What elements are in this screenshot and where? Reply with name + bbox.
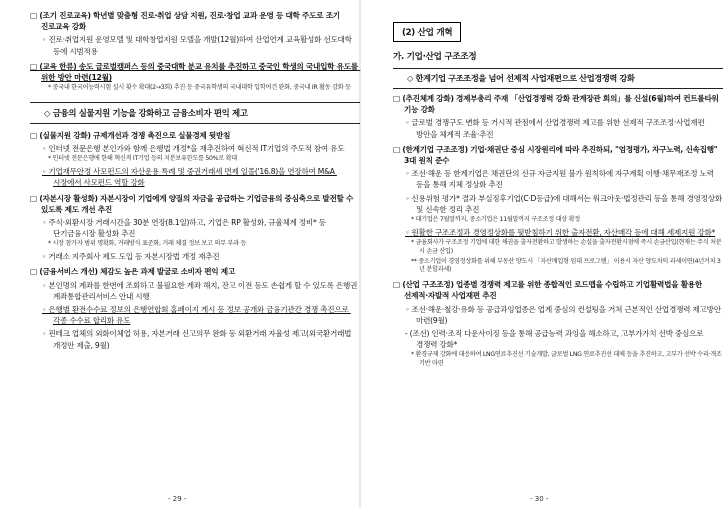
footnote: * 중국내 한국어능력시험 실시 횟수 확대(2→3회) 추진 등 중국유학생의 국내대학 입학여건 완화, 중국내 IR 활동 강화 등 [48, 84, 351, 92]
page-30 [393, 6, 723, 502]
chapter-subheading: 가. 기업·산업 구조조정 [393, 52, 477, 62]
paragraph-box-bullet: □ (자본시장 활성화) 자본시장이 기업에게 양질의 자금을 공급하는 기업금융의 중심축으로 발전할 수 있도록 제도 개선 추진 [30, 193, 356, 214]
paragraph-sub-bullet: ◦ 본인명의 계좌를 한번에 조회하고 불필요한 계좌 해지, 잔고 이전 등도 손쉽게 할 수 있도록 은행권 계좌통합관리서비스 안내 시행 [42, 280, 360, 301]
paragraph-sub-bullet: ◦ 인터넷 전문은행 본인가와 함께 은행법 개정*을 재추진하여 혁신적 IT기업의 주도적 참여 유도 [42, 144, 345, 154]
paragraph-sub-bullet: ◦ 거래소 지주회사 제도 도입 등 자본시장법 개정 재추진 [42, 252, 220, 262]
paragraph-sub-bullet: ◦ 조선·해운·철강·유화 등 공급과잉업종은 업계 중심의 컨설팅을 거쳐 근본적인 산업경쟁력 제고방안 마련(9월) [405, 304, 723, 325]
paragraph-sub-bullet: ◦ 은행별 환전수수료 정보의 은행연합회 홈페이지 게시 등 정보 공개와 금융기관간 경쟁 촉진으로 각종 수수료 합리화 유도 [42, 305, 351, 326]
paragraph-box-bullet: □ (조기 진로교육) 학년별 맞춤형 진로·취업 상담 지원, 진로·창업 교과 운영 등 대학 주도로 조기 진로교육 강화 [30, 11, 343, 32]
footnote: * 금융회사가 구조조정 기업에 대한 채권을 출자전환하고 발생하는 손실을 출자전환시점에 즉시 손금산입(현재는 주식 처분시 손금 산입) [411, 239, 722, 255]
paragraph-sub-bullet: ◦ 핀테크 업체의 외화이체업 허용, 자본거래 신고의무 완화 등 외환거래 자율성 제고(외국환거래법 개정안 제출, 9월) [42, 329, 354, 350]
paragraph-sub-bullet: ◦ 기업재무안정 사모펀드의 자산운용 특례 및 중권거래세 면제 일몰('16.8)을 연장하여 M&A 시장에서 사모펀드 역할 강화 [42, 167, 337, 188]
paragraph-box-bullet: □ (한계기업 구조조정) 기업·채권단 중심 시장원리에 따라 추진하되, "엄정평가, 자구노력, 신속집행" 3대 원칙 준수 [393, 144, 720, 166]
paragraph-sub-bullet: ◦ 신용위험 평가* 결과 부실징후기업(C·D등급)에 대해서는 워크아웃·법정관리 등을 통해 경영정상화 및 신속한 정리 추진 [405, 193, 722, 214]
paragraph-box-bullet: □ (교육 한류) 송도 글로벌캠퍼스 등의 중국대학 분교 유치를 추진하고 중국인 학생의 국내입학 유도를 위한 방안 마련(12월) [30, 61, 361, 83]
paragraph-sub-bullet: ◦ 원활한 구조조정과 경영정상화를 뒷받침하기 위한 출자전환, 자산매각 등에 대해 세제지원 강화* [405, 227, 716, 237]
paragraph-box-bullet: □ (실물지원 강화) 규제개선과 경쟁 촉진으로 실물경제 뒷받침 [30, 131, 231, 141]
paragraph-box-bullet: □ (추진체계 강화) 경제부총리 주재 「산업경쟁력 강화 관계장관 회의」를 신설(6월)하여 컨트롤타워 기능 강화 [393, 94, 722, 115]
paragraph-sub-bullet: ◦ 글로벌 경쟁구도 변화 등 거시적 관점에서 산업경쟁력 제고를 위한 선제적 구조조정·사업재편 방안을 체계적 조율·추진 [405, 118, 707, 139]
paragraph-box-bullet: □ (산업 구조조정) 업종별 경쟁력 제고를 위한 종합적인 로드맵을 수립하고 기업활력법을 활용한 선제적·자발적 사업재편 추진 [393, 280, 705, 301]
footnote: * 인터넷 전문은행에 한해 혁신적 IT기업 등의 지분보유한도를 50%로 확대 [48, 155, 237, 163]
paragraph-sub-bullet: ◦ 주식·외환시장 거래시간을 30분 연장(8.1일)하고, 기업은 RP 활성화, 규율체계 정비* 등 단기금융시장 활성화 추진 [42, 218, 328, 239]
page-29 [30, 6, 360, 502]
footnote: ** 중소기업이 경영정상화를 위해 부동산 양도시 「자산매입형 임대 프로그램」 이용시 자산 양도차익 과세이연(4년거치 3년 분할과세) [411, 257, 721, 274]
paragraph-sub-bullet: - (조선) 인력·조직 다운사이징 등을 통해 공급능력 과잉을 해소하고, 고부가가치 선박 중심으로 경쟁력 강화* [405, 329, 706, 350]
page-number-left: - 29 - [168, 495, 187, 503]
chapter-heading-box: (2) 산업 개혁 [393, 22, 461, 42]
section-heading: ◇ 한계기업 구조조정을 넘어 선제적 사업재편으로 산업경쟁력 강화 [393, 68, 723, 89]
right-page-body [393, 93, 723, 369]
left-page-body [30, 10, 360, 351]
paragraph-sub-bullet: ◦ 조선·해운 등 한계기업은 채권단의 신규 자금지원 불가 원칙하에 자구계획 이행·채무재조정 노력 등을 통해 지체 정상화 추진 [405, 169, 716, 190]
footnote: * 환경규제 강화에 대응하여 LNG연료추진선 기술개발, 글로벌 LNG 연료추진선 대체 등을 추진하고, 고부가 선박 수리·개조 기반 마련 [411, 351, 722, 368]
section-heading: ◇ 금융의 실물지원 기능을 강화하고 금융소비자 편익 제고 [30, 102, 360, 124]
paragraph-sub-bullet: ◦ 진로·취업지원 운영모델 및 대학창업지원 모델을 개발(12월)하여 산업연계 교육활성화 선도대학 등에 시범적용 [42, 35, 354, 56]
paragraph-box-bullet: □ (금융서비스 개선) 체감도 높은 과제 발굴로 소비자 편익 제고 [30, 267, 235, 277]
footnote: * 시장 참가자 범위 명확화, 거래방식 표준화, 거래 체결 정보 보고 의무 부과 등 [48, 240, 247, 248]
footnote: * 대기업은 7월말까지, 중소기업은 11월말까지 구조조정 대상 확정 [411, 216, 580, 224]
page-number-right: - 30 - [530, 495, 549, 503]
